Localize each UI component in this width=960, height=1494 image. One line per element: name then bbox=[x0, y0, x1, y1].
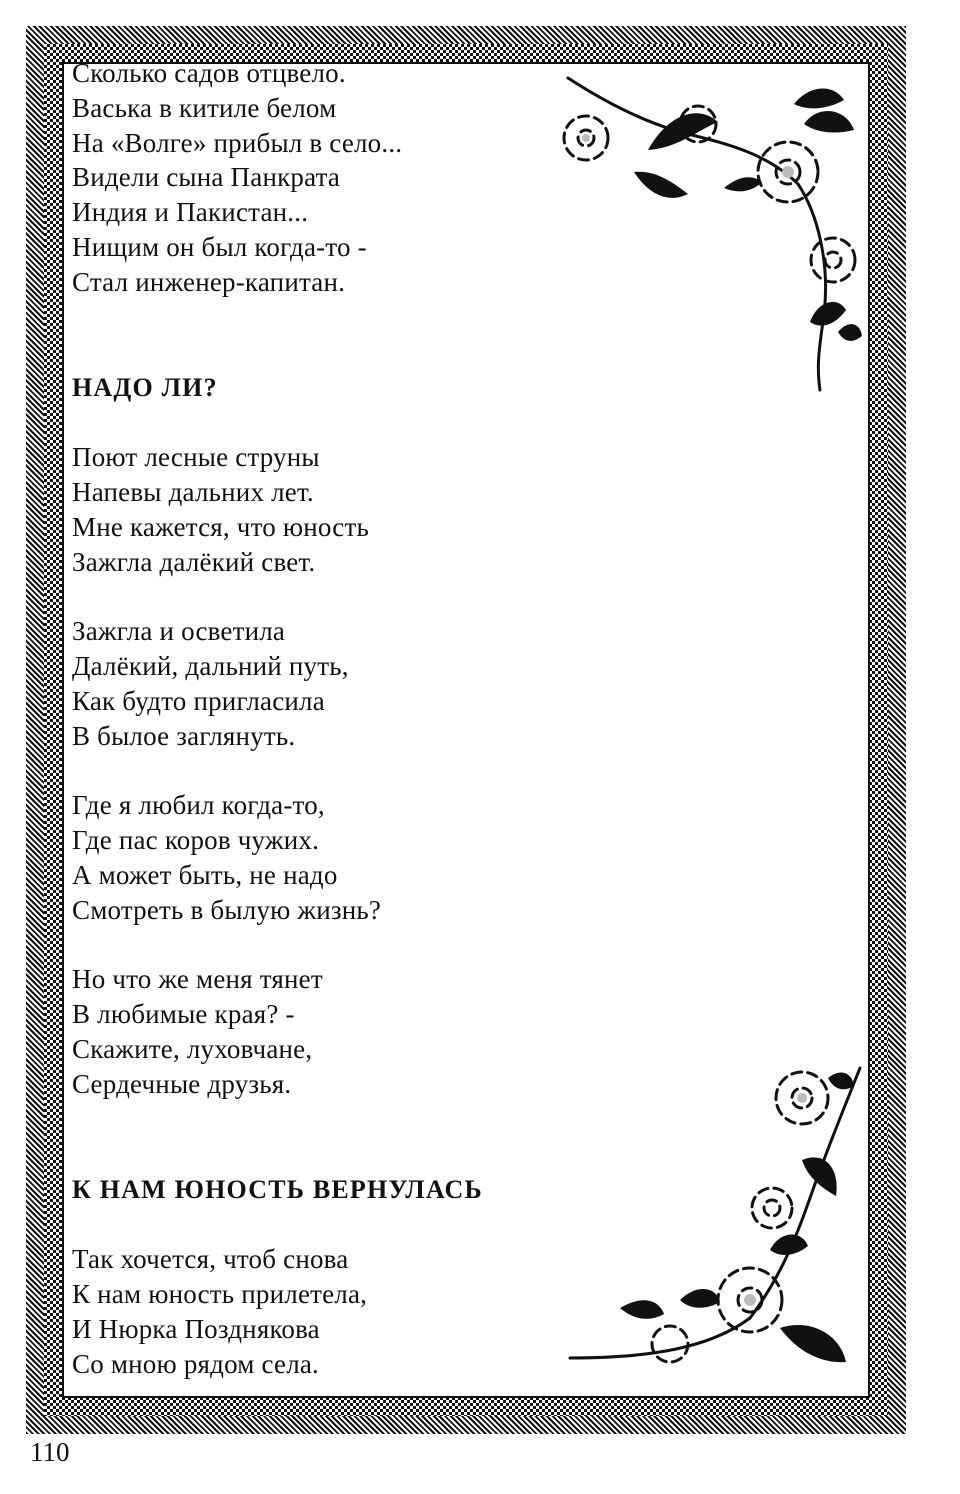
poem-line: Где пас коров чужих. bbox=[72, 825, 320, 856]
stanza bbox=[72, 962, 632, 1101]
poem-line: Далёкий, дальний путь, bbox=[72, 651, 349, 682]
poem-line: Скажите, луховчане, bbox=[72, 1033, 313, 1064]
poem-line: Смотреть в былую жизнь? bbox=[72, 894, 382, 925]
poem-line: Как будто пригласила bbox=[72, 685, 325, 716]
poem-line: Сердечные друзья. bbox=[72, 1068, 292, 1099]
poem-line: На «Волге» прибыл в село... bbox=[72, 127, 403, 158]
poem-tail bbox=[72, 56, 632, 300]
stanza bbox=[72, 1242, 632, 1381]
stanza bbox=[72, 614, 632, 753]
poem-line: К нам юность прилетела, bbox=[72, 1279, 368, 1310]
page-number: 110 bbox=[30, 1437, 70, 1467]
poem-line: Так хочется, чтоб снова bbox=[72, 1244, 349, 1275]
poem-line: Васька в китиле белом bbox=[72, 92, 337, 123]
poem-line: Но что же меня тянет bbox=[72, 964, 323, 995]
page-text bbox=[72, 56, 632, 1382]
poem-line: Зажгла далёкий свет. bbox=[72, 546, 316, 577]
poem-line: В любимые края? - bbox=[72, 999, 295, 1030]
poem-line: Где я любил когда-то, bbox=[72, 790, 325, 821]
poem-line: А может быть, не надо bbox=[72, 859, 338, 890]
poem-line: И Нюрка Позднякова bbox=[72, 1313, 320, 1344]
stanza bbox=[72, 788, 632, 927]
poem-title-nado-li: НАДО ЛИ? bbox=[72, 372, 218, 402]
poem-line: Стал инженер-капитан. bbox=[72, 266, 346, 297]
poem-line: Мне кажется, что юность bbox=[72, 511, 369, 542]
stanza bbox=[72, 440, 632, 579]
poem-line: Индия и Пакистан... bbox=[72, 197, 309, 228]
poem-line: Сколько садов отцвело. bbox=[72, 58, 346, 88]
poem-line: Видели сына Панкрата bbox=[72, 162, 341, 193]
poem-line: Зажгла и осветила bbox=[72, 616, 286, 647]
poem-line: Со мною рядом села. bbox=[72, 1348, 319, 1379]
poem-title-yunost: К НАМ ЮНОСТЬ ВЕРНУЛАСЬ bbox=[72, 1174, 483, 1204]
poem-line: Поют лесные струны bbox=[72, 442, 320, 473]
poem-line: В былое заглянуть. bbox=[72, 720, 296, 751]
poem-line: Напевы дальних лет. bbox=[72, 477, 314, 508]
poem-line: Нищим он был когда-то - bbox=[72, 231, 367, 262]
